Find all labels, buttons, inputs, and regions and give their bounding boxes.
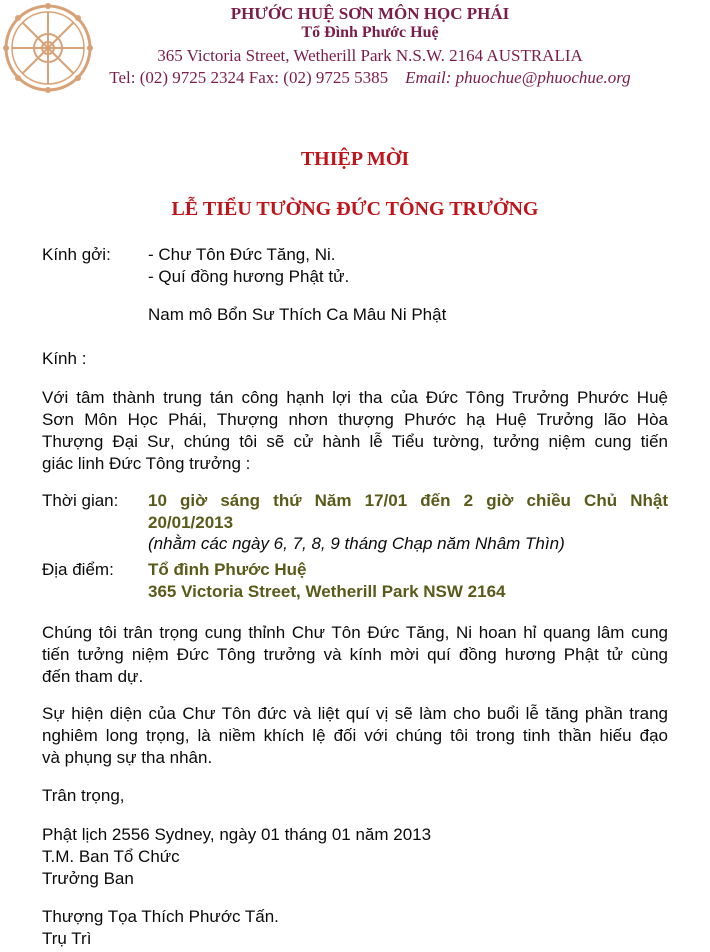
time-label: Thời gian:: [42, 491, 119, 510]
invite-line-3: đến tham dự.: [42, 667, 144, 686]
invite-line-2: tiến tưởng niệm Đức Tông trưởng và kính mời quí đồng hương Phật tử cùng: [42, 645, 668, 664]
closing-text: Trân trọng,: [42, 786, 125, 805]
intro-line-1: Với tâm thành trung tán công hạnh lợi tha của Đức Tông Trưởng Phước Huệ: [42, 388, 668, 407]
salutation-label: Kính gởi:: [42, 245, 111, 264]
email-text: Email: phuochue@phuochue.org: [405, 68, 631, 87]
temple-address: 365 Victoria Street, Wetherill Park N.S.W. 2164 AUSTRALIA: [157, 46, 583, 65]
date-line: Phật lịch 2556 Sydney, ngày 01 tháng 01 năm 2013: [42, 825, 432, 844]
kinh-line: Kính :: [42, 349, 87, 368]
place-label: Địa điểm:: [42, 560, 114, 579]
signer-name: Thượng Tọa Thích Phước Tấn.: [42, 907, 279, 926]
temple-name: Tổ Đình Phước Huệ: [301, 24, 439, 41]
presence-line-3: và phụng sự tha nhân.: [42, 748, 213, 767]
homage-line: Nam mô Bổn Sư Thích Ca Mâu Ni Phật: [148, 305, 447, 324]
place-address: 365 Victoria Street, Wetherill Park NSW 2164: [148, 582, 506, 601]
place-name: Tổ đình Phước Huệ: [148, 560, 307, 579]
invite-line-1: Chúng tôi trân trọng cung thỉnh Chư Tôn Đức Tăng, Ni hoan hỉ quang lâm cung: [42, 623, 668, 642]
head-title: Trưởng Ban: [42, 869, 134, 888]
time-value-line-2: 20/01/2013: [148, 513, 234, 532]
intro-line-4: giác linh Đức Tông trưởng :: [42, 454, 251, 473]
ceremony-title: LỄ TIỂU TƯỜNG ĐỨC TÔNG TRƯỞNG: [171, 198, 539, 220]
presence-line-1: Sự hiện diện của Chư Tôn đức và liệt quí vị sẽ làm cho buổi lễ tăng phần trang: [42, 704, 668, 723]
invitation-title: THIỆP MỜI: [300, 148, 410, 170]
phone-fax: Tel: (02) 9725 2324 Fax: (02) 9725 5385: [109, 68, 389, 87]
presence-line-2: nghiêm long trọng, là niềm khích lệ đối với chúng tôi trong tinh thần hiếu đạo: [42, 726, 668, 745]
lunar-date-note: (nhằm các ngày 6, 7, 8, 9 tháng Chạp năm Nhâm Thìn): [148, 534, 565, 553]
time-value-line-1: 10 giờ sáng thứ Năm 17/01 đến 2 giờ chiều Chủ Nhật: [148, 491, 668, 510]
contact-line: [90, 68, 650, 88]
recipient-monastics: - Chư Tôn Đức Tăng, Ni.: [148, 245, 336, 264]
dharma-wheel-logo: [2, 2, 94, 94]
org-name: PHƯỚC HUỆ SƠN MÔN HỌC PHÁI: [230, 4, 510, 23]
committee-line: T.M. Ban Tổ Chức: [42, 847, 180, 866]
intro-line-3: Thượng Đại Sư, chúng tôi sẽ cử hành lễ Tiểu tường, tưởng niệm cung tiến: [42, 432, 668, 451]
signer-role: Trụ Trì: [42, 929, 92, 948]
recipient-laity: - Quí đồng hương Phật tử.: [148, 267, 350, 286]
intro-line-2: Sơn Môn Học Phái, Thượng nhơn thượng Phước hạ Huệ Trưởng lão Hòa: [42, 410, 668, 429]
